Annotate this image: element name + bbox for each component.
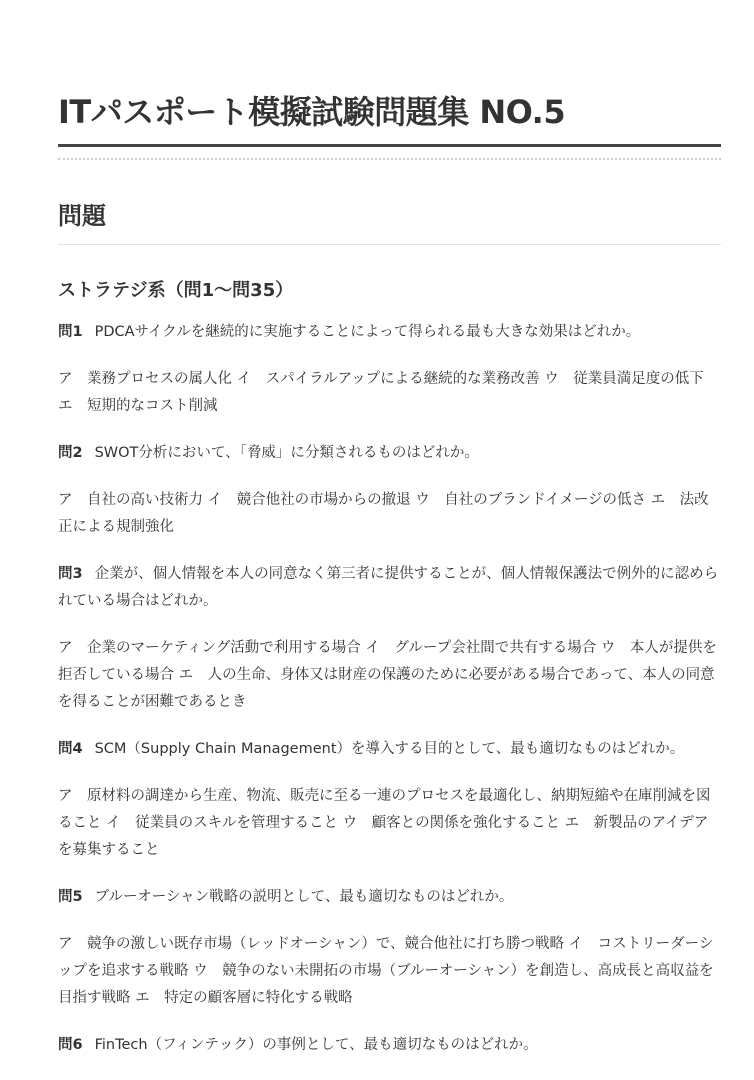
title-underline bbox=[58, 144, 721, 147]
question-number: 問3 bbox=[58, 566, 83, 582]
question-number: 問6 bbox=[58, 1037, 83, 1053]
choices-3: ア 企業のマーケティング活動で利用する場合 イ グループ会社間で共有する場合 ウ 本人が提供を拒否している場合 エ 人の生命、身体又は財産の保護のために必要がある場合であって、本人の同意を得ることが困難であるとき bbox=[58, 640, 717, 710]
title-dotted-divider bbox=[58, 158, 721, 160]
question-text: 企業が、個人情報を本人の同意なく第三者に提供することが、個人情報保護法で例外的に認められている場合はどれか。 bbox=[58, 566, 719, 609]
question-6 bbox=[58, 1032, 721, 1059]
section-divider bbox=[58, 244, 721, 245]
category-heading: ストラテジ系（問1〜問35） bbox=[58, 280, 294, 301]
question-3 bbox=[58, 561, 721, 615]
question-5 bbox=[58, 884, 721, 911]
question-text: FinTech（フィンテック）の事例として、最も適切なものはどれか。 bbox=[94, 1037, 538, 1053]
question-1 bbox=[58, 319, 721, 346]
question-number: 問1 bbox=[58, 324, 83, 340]
question-text: SWOT分析において、「脅威」に分類されるものはどれか。 bbox=[94, 445, 479, 461]
question-number: 問2 bbox=[58, 445, 83, 461]
section-heading: 問題 bbox=[58, 202, 106, 230]
question-4 bbox=[58, 736, 721, 763]
choices-4: ア 原材料の調達から生産、物流、販売に至る一連のプロセスを最適化し、納期短縮や在庫削減を図ること イ 従業員のスキルを管理すること ウ 顧客との関係を強化すること エ 新製品のアイデアを募集すること bbox=[58, 788, 711, 858]
question-number: 問4 bbox=[58, 741, 83, 757]
choices-1: ア 業務プロセスの属人化 イ スパイラルアップによる継続的な業務改善 ウ 従業員満足度の低下 エ 短期的なコスト削減 bbox=[58, 371, 704, 414]
question-2 bbox=[58, 440, 721, 467]
document-title: ITパスポート模擬試験問題集 NO.5 bbox=[58, 93, 566, 131]
question-text: ブルーオーシャン戦略の説明として、最も適切なものはどれか。 bbox=[94, 889, 514, 905]
question-text: PDCAサイクルを継続的に実施することによって得られる最も大きな効果はどれか。 bbox=[94, 324, 641, 340]
choices-2: ア 自社の高い技術力 イ 競合他社の市場からの撤退 ウ 自社のブランドイメージの低さ エ 法改正による規制強化 bbox=[58, 492, 709, 535]
question-number: 問5 bbox=[58, 889, 83, 905]
question-text: SCM（Supply Chain Management）を導入する目的として、最も適切なものはどれか。 bbox=[94, 741, 685, 757]
choices-5: ア 競争の激しい既存市場（レッドオーシャン）で、競合他社に打ち勝つ戦略 イ コストリーダーシップを追求する戦略 ウ 競争のない未開拓の市場（ブルーオーシャン）を創造し、高成長と高収益を目指す戦略 エ 特定の顧客層に特化する戦略 bbox=[58, 936, 714, 1006]
